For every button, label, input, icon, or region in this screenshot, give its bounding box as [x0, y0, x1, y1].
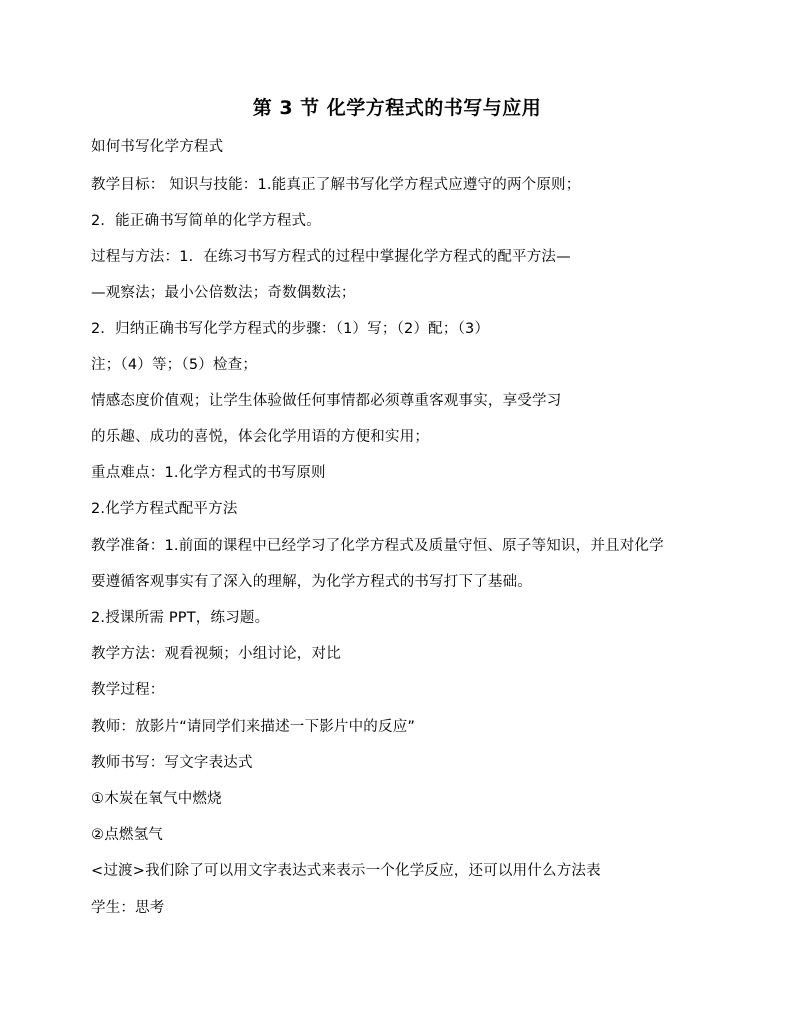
text-line: <过渡>我们除了可以用文字表达式来表示一个化学反应，还可以用什么方法表: [91, 863, 601, 879]
text-line: 的乐趣、成功的喜悦，体会化学用语的方便和实用；: [91, 429, 430, 445]
text-line: 重点难点：1.化学方程式的书写原则: [91, 465, 326, 481]
text-line: 学生：思考: [91, 900, 165, 916]
text-line: 教学方法：观看视频；小组讨论，对比: [91, 646, 341, 662]
text-line: 教师：放影片“请同学们来描述一下影片中的反应”: [91, 719, 416, 735]
text-line: 情感态度价值观；让学生体验做任何事情都必须尊重客观事实，享受学习: [91, 393, 562, 409]
text-line: 2．归纳正确书写化学方程式的步骤：（1）写；（2）配；（3）: [91, 321, 490, 337]
text-line: 教学过程：: [91, 682, 165, 698]
text-line: 2．能正确书写简单的化学方程式。: [91, 213, 321, 229]
text-line: 过程与方法：1．在练习书写方程式的过程中掌握化学方程式的配平方法—: [91, 249, 571, 265]
text-line: 教师书写：写文字表达式: [91, 755, 253, 771]
page-title: 第 3 节 化学方程式的书写与应用: [252, 97, 542, 119]
text-line: 2.授课所需 PPT，练习题。: [91, 610, 270, 626]
text-line: 教学准备：1.前面的课程中已经学习了化学方程式及质量守恒、原子等知识，并且对化学: [91, 538, 664, 554]
text-line: —观察法；最小公倍数法；奇数偶数法；: [91, 285, 356, 301]
text-line: 要遵循客观事实有了深入的理解，为化学方程式的书写打下了基础。: [91, 574, 532, 590]
text-line: 教学目标： 知识与技能：1.能真正了解书写化学方程式应遵守的两个原则；: [91, 177, 581, 193]
text-line: 2.化学方程式配平方法: [91, 501, 238, 517]
text-line: ②点燃氢气: [91, 827, 163, 843]
text-line: 注；（4）等；（5）检查；: [91, 357, 258, 373]
text-line: 如何书写化学方程式: [91, 139, 224, 155]
text-line: ①木炭在氧气中燃烧: [91, 791, 222, 807]
